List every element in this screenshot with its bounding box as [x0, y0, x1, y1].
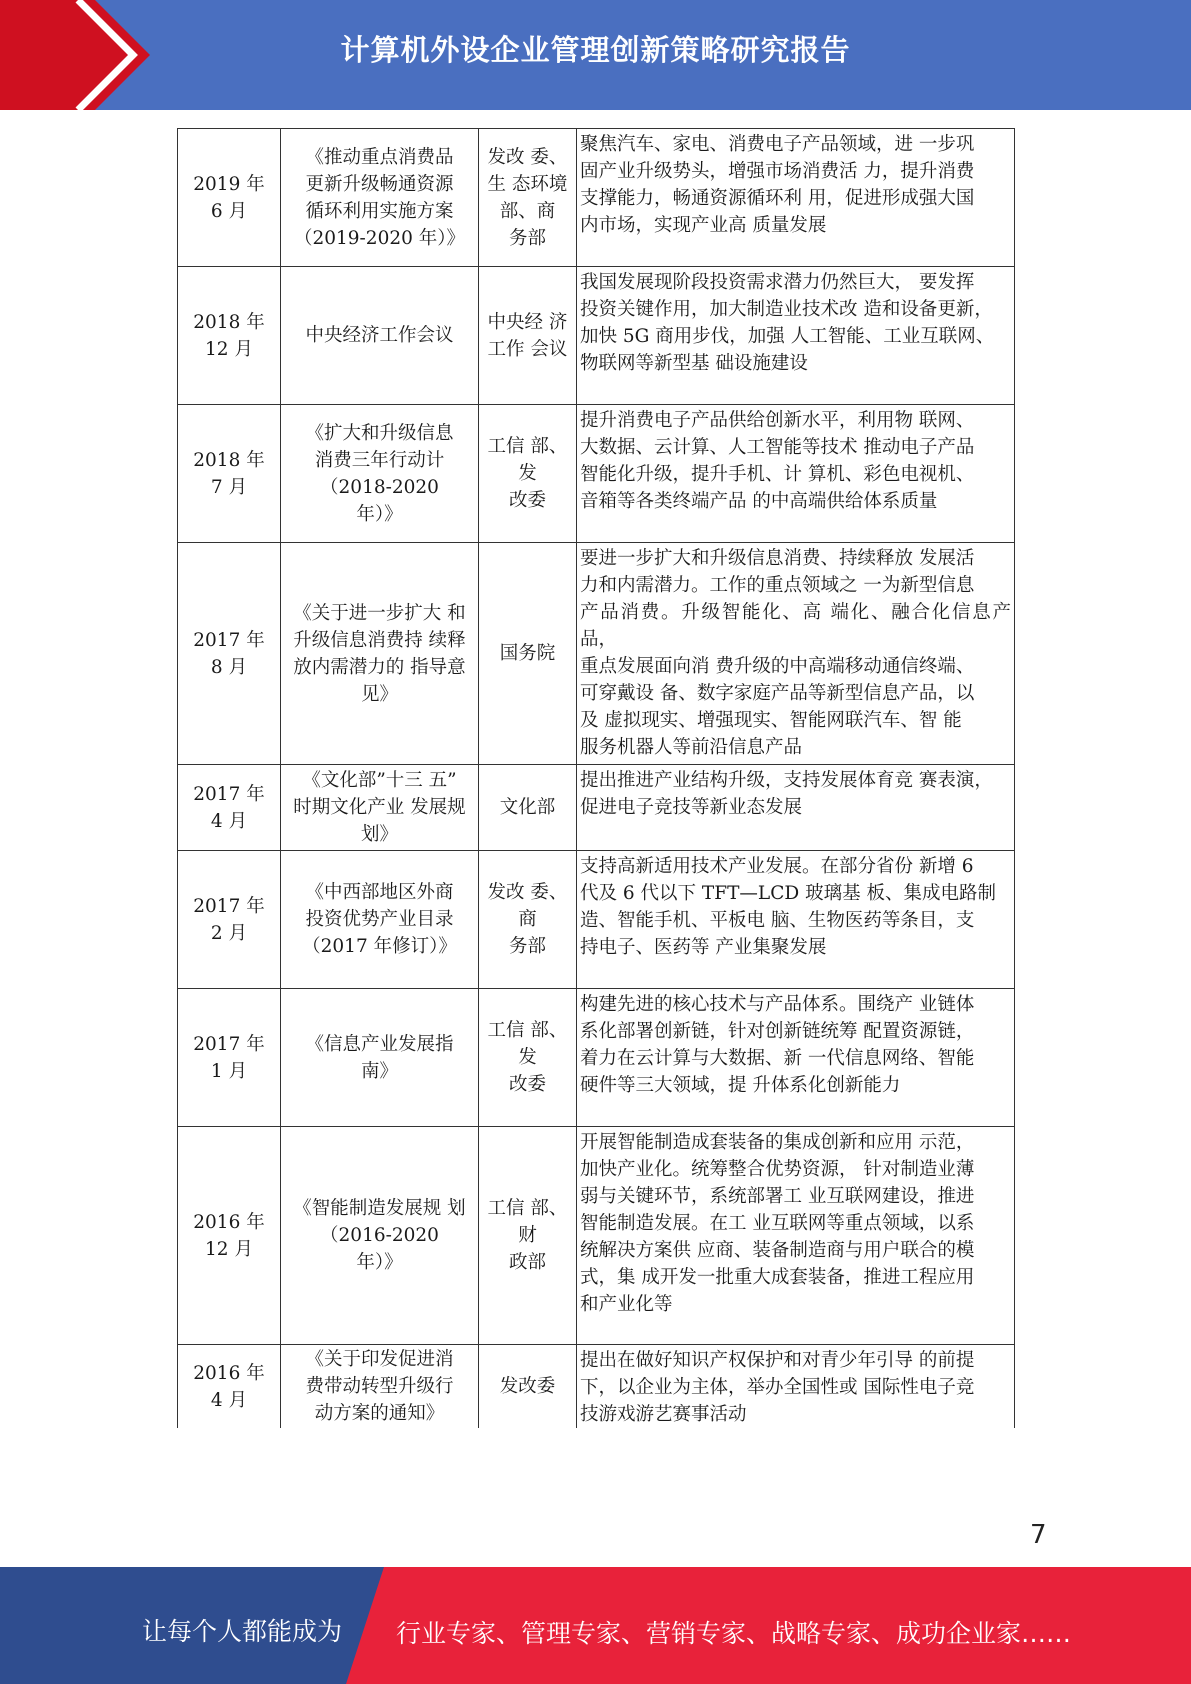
content-cell-line: 硬件等三大领域，提 升体系化创新能力	[580, 1075, 901, 1096]
date-cell-line: 4 月	[210, 810, 248, 832]
content-cell-line: 技游戏游艺赛事活动	[580, 1404, 747, 1425]
content-cell-line: 弱与关键环节，系统部署工 业互联网建设，推进	[580, 1186, 975, 1207]
footer-slogan-right: 行业专家、管理专家、营销专家、战略专家、成功企业家……	[396, 1619, 1072, 1648]
document-cell-line: 动方案的通知》	[314, 1403, 445, 1424]
table-row	[178, 851, 1015, 989]
content-cell-line: 支撑能力，畅通资源循环利 用，促进形成强大国	[580, 188, 975, 209]
document-cell-line: 划》	[360, 824, 398, 845]
content-cell	[577, 1127, 1015, 1345]
date-cell-line: 12 月	[205, 1238, 253, 1260]
department-cell-line: 务部	[508, 227, 546, 249]
date-cell	[178, 989, 281, 1127]
content-cell	[577, 543, 1015, 765]
department-cell	[479, 765, 577, 851]
content-cell-line: 大数据、云计算、人工智能等技术 推动电子产品	[580, 437, 975, 458]
department-cell-line: 工信 部、	[487, 1020, 568, 1041]
content-cell-line: 提升消费电子产品供给创新水平，利用物 联网、	[580, 410, 975, 431]
content-cell-line: 内市场，实现产业高 质量发展	[580, 215, 827, 236]
content-cell-line: 加快产业化。统筹整合优势资源， 针对制造业薄	[580, 1159, 975, 1180]
department-cell-line: 工作 会议	[487, 338, 568, 360]
department-cell-line: 生 态环境	[487, 173, 568, 195]
date-cell	[178, 405, 281, 543]
content-cell	[577, 765, 1015, 851]
document-cell	[281, 543, 479, 765]
document-cell-line: 时期文化产业 发展规	[293, 797, 466, 818]
document-cell-line: 《中西部地区外商	[305, 882, 454, 903]
date-cell-line: 2018 年	[193, 449, 265, 471]
content-cell	[577, 851, 1015, 989]
content-cell	[577, 129, 1015, 267]
date-cell-line: 6 月	[210, 200, 248, 222]
content-cell	[577, 1345, 1015, 1429]
department-cell-line: 发	[518, 1047, 537, 1068]
content-cell-line: 构建先进的核心技术与产品体系。围绕产 业链体	[580, 994, 975, 1015]
footer-slogan-left: 让每个人都能成为	[142, 1617, 343, 1646]
department-cell	[479, 543, 577, 765]
content-cell-line: 促进电子竞技等新业态发展	[580, 797, 803, 818]
content-cell-line: 智能化升级，提升手机、计 算机、彩色电视机、	[580, 464, 975, 485]
date-cell	[178, 1345, 281, 1429]
date-cell-line: 2 月	[210, 922, 248, 944]
content-cell-line: 开展智能制造成套装备的集成创新和应用 示范，	[580, 1132, 975, 1153]
department-cell-line: 改委	[508, 490, 546, 511]
date-cell-line: 2018 年	[193, 311, 265, 333]
table-row	[178, 129, 1015, 267]
date-cell	[178, 765, 281, 851]
document-cell-line: 年）》	[356, 1252, 403, 1273]
date-cell-line: 2017 年	[193, 629, 265, 651]
content-cell	[577, 405, 1015, 543]
page-header	[0, 0, 1191, 110]
document-cell-line: 更新升级畅通资源	[305, 173, 454, 195]
document-cell-line: 费带动转型升级行	[305, 1376, 454, 1397]
document-cell	[281, 851, 479, 989]
department-cell-line: 改委	[508, 1074, 546, 1095]
content-cell-line: 式，集 成开发一批重大成套装备，推进工程应用	[580, 1267, 975, 1288]
content-cell-line: 着力在云计算与大数据、新 一代信息网络、智能	[580, 1048, 975, 1069]
document-cell	[281, 267, 479, 405]
department-cell-line: 发	[518, 463, 537, 484]
document-cell	[281, 129, 479, 267]
content-cell-line: 力和内需潜力。工作的重点领域之 一为新型信息	[580, 575, 975, 596]
document-cell-line: 消费三年行动计	[314, 449, 445, 471]
document-cell-line: 《推动重点消费品	[305, 146, 454, 168]
document-cell	[281, 989, 479, 1127]
content-cell-line: 系化部署创新链，针对创新链统筹 配置资源链，	[580, 1021, 975, 1042]
content-cell	[577, 267, 1015, 405]
content-cell-line: 及 虚拟现实、增强现实、智能网联汽车、智 能	[580, 710, 962, 731]
content-cell-line: 音箱等各类终端产品 的中高端供给体系质量	[580, 491, 938, 512]
department-cell	[479, 989, 577, 1127]
policy-table	[177, 128, 1015, 1428]
document-cell-line: 南》	[360, 1060, 398, 1082]
department-cell-line: 财	[518, 1225, 537, 1246]
date-cell-line: 2017 年	[193, 895, 265, 917]
report-title: 计算机外设企业管理创新策略研究报告	[340, 33, 851, 67]
department-cell	[479, 267, 577, 405]
date-cell-line: 2017 年	[193, 1033, 265, 1055]
content-cell-line: 重点发展面向消 费升级的中高端移动通信终端、	[580, 656, 975, 677]
department-cell-line: 国务院	[499, 643, 556, 664]
content-cell-line: 统解决方案供 应商、装备制造商与用户联合的模	[580, 1240, 975, 1261]
department-cell-line: 工信 部、	[487, 436, 568, 457]
document-cell-line: （2019-2020 年）》	[293, 227, 466, 249]
department-cell-line: 文化部	[499, 797, 556, 818]
content-cell-line: 要进一步扩大和升级信息消费、持续释放 发展活	[580, 548, 975, 569]
document-cell-line: 放内需潜力的 指导意	[293, 656, 466, 678]
department-cell-line: 发改委	[499, 1376, 556, 1397]
date-cell-line: 12 月	[205, 338, 253, 360]
content-cell-line: 提出推进产业结构升级，支持发展体育竞 赛表演，	[580, 770, 993, 791]
document-cell-line: 《关于印发促进消	[305, 1349, 454, 1370]
table-row	[178, 405, 1015, 543]
content-cell-line: 代及 6 代以下 TFT—LCD 玻璃基 板、集成电路制	[580, 883, 996, 904]
content-cell-line: 我国发展现阶段投资需求潜力仍然巨大， 要发挥	[580, 272, 975, 293]
content-cell-line: 造、智能手机、平板电 脑、生物医药等条目，支	[580, 910, 975, 931]
content-cell	[577, 989, 1015, 1127]
document-cell-line: 《扩大和升级信息	[305, 422, 454, 444]
date-cell-line: 7 月	[210, 476, 248, 498]
document-cell-line: 年）》	[356, 503, 403, 525]
content-cell-line: 投资关键作用，加大制造业技术改 造和设备更新，	[580, 299, 993, 320]
table-row	[178, 267, 1015, 405]
content-cell-line: 固产业升级势头，增强市场消费活 力，提升消费	[580, 161, 975, 182]
table-row	[178, 765, 1015, 851]
content-cell-line: 聚焦汽车、家电、消费电子产品领域，进 一步巩	[580, 134, 975, 155]
document-cell-line: 循环利用实施方案	[305, 200, 454, 222]
document-cell-line: 《信息产业发展指	[305, 1033, 454, 1055]
document-cell-line: 中央经济工作会议	[305, 325, 454, 346]
content-cell-line: 物联网等新型基 础设施建设	[580, 353, 808, 374]
department-cell-line: 工信 部、	[487, 1198, 568, 1219]
date-cell-line: 2016 年	[193, 1362, 265, 1384]
content-cell-line: 下，以企业为主体，举办全国性或 国际性电子竞	[580, 1377, 975, 1398]
document-cell-line: 《智能制造发展规 划	[293, 1198, 466, 1219]
document-cell-line: （2018-2020	[320, 476, 439, 498]
date-cell	[178, 129, 281, 267]
content-cell-line: 智能制造发展。在工 业互联网等重点领域，以系	[580, 1213, 975, 1234]
date-cell-line: 2016 年	[193, 1211, 265, 1233]
content-cell-line: 服务机器人等前沿信息产品	[580, 737, 803, 758]
content-cell-line: 加快 5G 商用步伐，加强 人工智能、工业互联网、	[580, 326, 995, 347]
date-cell	[178, 1127, 281, 1345]
date-cell-line: 1 月	[210, 1060, 248, 1082]
content-cell-line: 和产业化等	[580, 1294, 673, 1315]
department-cell	[479, 1345, 577, 1429]
document-cell	[281, 1127, 479, 1345]
document-cell	[281, 765, 479, 851]
department-cell-line: 中央经 济	[487, 311, 568, 333]
department-cell	[479, 851, 577, 989]
department-cell-line: 商	[518, 909, 537, 930]
document-cell-line: 投资优势产业目录	[305, 909, 454, 930]
date-cell-line: 4 月	[210, 1389, 248, 1411]
department-cell-line: 政部	[508, 1252, 546, 1273]
document-cell-line: （2017 年修订）》	[302, 936, 457, 957]
department-cell-line: 发改 委、	[487, 146, 568, 168]
document-cell-line: 见》	[360, 683, 398, 705]
department-cell-line: 务部	[508, 936, 546, 957]
date-cell-line: 8 月	[210, 656, 248, 678]
date-cell-line: 2019 年	[193, 173, 265, 195]
date-cell-line: 2017 年	[193, 783, 265, 805]
content-cell-line: 可穿戴设 备、数字家庭产品等新型信息产品，以	[580, 683, 975, 704]
date-cell	[178, 267, 281, 405]
page-footer	[0, 1567, 1191, 1684]
date-cell	[178, 543, 281, 765]
table-row	[178, 989, 1015, 1127]
department-cell-line: 发改 委、	[487, 882, 568, 903]
date-cell	[178, 851, 281, 989]
content-cell-line: 持电子、医药等 产业集聚发展	[580, 937, 827, 958]
document-cell	[281, 405, 479, 543]
department-cell	[479, 1127, 577, 1345]
document-cell-line: 《关于进一步扩大 和	[293, 602, 466, 624]
table-row	[178, 1345, 1015, 1429]
content-cell-line: 提出在做好知识产权保护和对青少年引导 的前提	[580, 1350, 975, 1371]
document-cell	[281, 1345, 479, 1429]
department-cell	[479, 129, 577, 267]
department-cell-line: 部、商	[499, 200, 556, 222]
content-cell-line: 支持高新适用技术产业发展。在部分省份 新增 6	[580, 856, 974, 877]
document-cell-line: （2016-2020	[320, 1225, 439, 1246]
document-cell-line: 升级信息消费持 续释	[293, 629, 466, 651]
content-cell-line: 产品消费。升级智能化、高 端化、融合化信息产品，	[580, 602, 1011, 650]
table-row	[178, 543, 1015, 765]
document-cell-line: 《文化部”十三 五”	[302, 770, 457, 791]
department-cell	[479, 405, 577, 543]
page-number: 7	[1030, 1520, 1047, 1550]
table-row	[178, 1127, 1015, 1345]
